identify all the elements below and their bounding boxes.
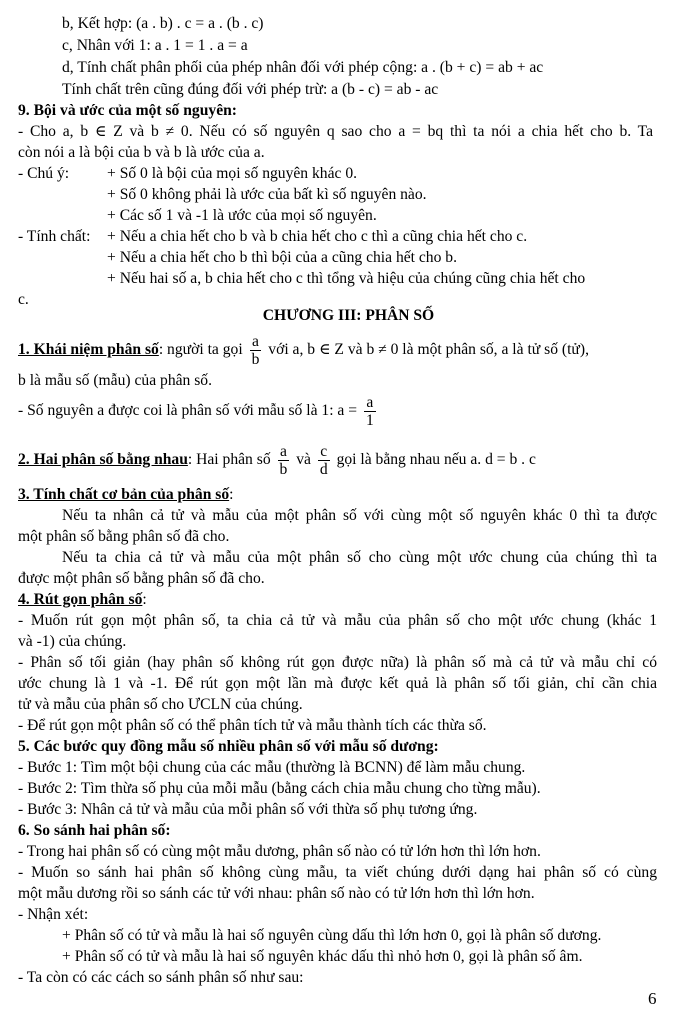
text-span: : người ta gọi bbox=[158, 341, 243, 358]
text-line: Tính chất trên cũng đúng đối với phép trừ: a (b - c) = ab - ac bbox=[62, 81, 439, 98]
text-line: + Nếu a chia hết cho b thì bội của a cũng chia hết cho b. bbox=[107, 249, 457, 266]
text-line: - Để rút gọn một phân số có thể phân tích tử và mẫu thành tích các thừa số. bbox=[18, 717, 487, 734]
text-line: - Ta còn có các cách so sánh phân số như sau: bbox=[18, 969, 304, 986]
text-line: - Chú ý: bbox=[18, 165, 70, 182]
numerator: a bbox=[278, 443, 290, 461]
section-heading: 1. Khái niệm phân số bbox=[18, 341, 159, 358]
section-heading: 5. Các bước quy đồng mẫu số nhiều phân số với mẫu số dương: bbox=[18, 738, 439, 755]
text-line: d, Tính chất phân phối của phép nhân đối với phép cộng: a . (b + c) = ab + ac bbox=[62, 59, 544, 76]
text-line: - Bước 3: Nhân cả tử và mẫu của mỗi phân số với thừa số phụ tương ứng. bbox=[18, 801, 478, 818]
text-span: và bbox=[296, 451, 311, 468]
denominator: b bbox=[279, 460, 288, 478]
section-2-line bbox=[18, 441, 697, 479]
text-span: : bbox=[142, 591, 147, 608]
text-line: - Bước 2: Tìm thừa số phụ của mỗi mẫu (bằng cách chia mẫu chung cho từng mẫu). bbox=[18, 780, 541, 797]
text-line: - Tính chất: bbox=[18, 228, 91, 245]
text-line: - Muốn rút gọn một phân số, ta chia cả tử và mẫu của phân số cho một ước chung (khác 1 bbox=[18, 612, 657, 629]
text-line: + Nếu hai số a, b chia hết cho c thì tổng và hiệu của chúng cũng chia hết cho bbox=[107, 270, 586, 287]
page-number: 6 bbox=[648, 989, 657, 1008]
text-line: b, Kết hợp: (a . b) . c = a . (b . c) bbox=[62, 15, 264, 32]
section-heading: 9. Bội và ước của một số nguyên: bbox=[18, 102, 237, 119]
text-line: - Bước 1: Tìm một bội chung của các mẫu (thường là BCNN) để làm mẫu chung. bbox=[18, 759, 526, 776]
text-line: một phân số bằng phân số đã cho. bbox=[18, 528, 230, 545]
section-heading: 2. Hai phân số bằng nhau bbox=[18, 451, 188, 468]
text-line: - Cho a, b ∈ Z và b ≠ 0. Nếu có số nguyên q sao cho a = bq thì ta nói a chia hết cho b. Ta bbox=[18, 123, 653, 140]
text-line: còn nói a là bội của b và b là ước của a. bbox=[18, 144, 265, 161]
section-heading: 6. So sánh hai phân số: bbox=[18, 822, 171, 839]
text-line: + Phân số có tử và mẫu là hai số nguyên khác dấu thì nhỏ hơn 0, gọi là phân số âm. bbox=[62, 948, 583, 965]
text-line: + Phân số có tử và mẫu là hai số nguyên cùng dấu thì lớn hơn 0, gọi là phân số dương. bbox=[62, 927, 602, 944]
text-line: - Phân số tối giản (hay phân số không rút gọn được nữa) là phân số mà cả tử và mẫu chỉ có bbox=[18, 654, 657, 671]
section-heading: 3. Tính chất cơ bản của phân số bbox=[18, 486, 230, 503]
text-line: được một phân số bằng phân số đã cho. bbox=[18, 570, 265, 587]
text-line: b là mẫu số (mẫu) của phân số. bbox=[18, 372, 213, 389]
denominator: 1 bbox=[365, 411, 374, 429]
text-line: - Nhận xét: bbox=[18, 906, 89, 923]
text-span: - Số nguyên a được coi là phân số với mẫu số là 1: a = bbox=[18, 402, 358, 419]
text-line: + Nếu a chia hết cho b và b chia hết cho c thì a cũng chia hết cho c. bbox=[107, 228, 528, 245]
text-line: + Số 0 là bội của mọi số nguyên khác 0. bbox=[107, 165, 358, 182]
text-span: : bbox=[229, 486, 234, 503]
chapter-title: CHƯƠNG III: PHÂN SỐ bbox=[262, 307, 435, 324]
text-span: với a, b ∈ Z và b ≠ 0 là một phân số, a là tử số (tử), bbox=[268, 341, 589, 358]
text-span: gọi là bằng nhau nếu a. d = b . c bbox=[336, 451, 536, 468]
text-line: + Số 0 không phải là ước của bất kì số nguyên nào. bbox=[107, 186, 427, 203]
text-line: một mẫu dương rồi so sánh các tử với nhau: phân số nào có tử lớn hơn thì lớn hơn. bbox=[18, 885, 535, 902]
denominator: d bbox=[319, 460, 328, 478]
text-line: - Trong hai phân số có cùng một mẫu dương, phân số nào có tử lớn hơn thì lớn hơn. bbox=[18, 843, 541, 860]
fraction-a-over-b bbox=[278, 443, 290, 478]
numerator: a bbox=[250, 333, 262, 351]
text-line: + Các số 1 và -1 là ước của mọi số nguyên. bbox=[107, 207, 377, 224]
numerator: a bbox=[364, 394, 376, 412]
text-line bbox=[18, 392, 697, 430]
section-4-heading-line bbox=[18, 590, 697, 610]
numerator: c bbox=[318, 443, 330, 461]
fraction-a-over-1 bbox=[364, 394, 376, 429]
fraction-a-over-b bbox=[250, 333, 262, 368]
text-span: : Hai phân số bbox=[187, 451, 271, 468]
section-1-line bbox=[18, 332, 697, 368]
text-line: c, Nhân với 1: a . 1 = 1 . a = a bbox=[62, 37, 248, 54]
text-line: Nếu ta chia cả tử và mẫu của một phân số cho cùng một ước chung của chúng thì ta bbox=[62, 549, 657, 566]
text-line: và -1) của chúng. bbox=[18, 633, 127, 650]
text-line: c. bbox=[18, 291, 29, 308]
denominator: b bbox=[251, 350, 260, 368]
text-line: - Muốn so sánh hai phân số không cùng mẫu, ta viết chúng dưới dạng hai phân số có cùng bbox=[18, 864, 657, 881]
fraction-c-over-d bbox=[318, 443, 330, 478]
text-line: Nếu ta nhân cả tử và mẫu của một phân số với cùng một số nguyên khác 0 thì ta được bbox=[62, 507, 657, 524]
text-line: tử và mẫu của phân số cho ƯCLN của chúng. bbox=[18, 696, 303, 713]
section-3-heading-line bbox=[18, 485, 697, 505]
text-line: ước chung là 1 và -1. Để rút gọn một lần mà được kết quả là phân số tối giản, chỉ cần chia bbox=[18, 675, 657, 692]
section-heading: 4. Rút gọn phân số bbox=[18, 591, 143, 608]
